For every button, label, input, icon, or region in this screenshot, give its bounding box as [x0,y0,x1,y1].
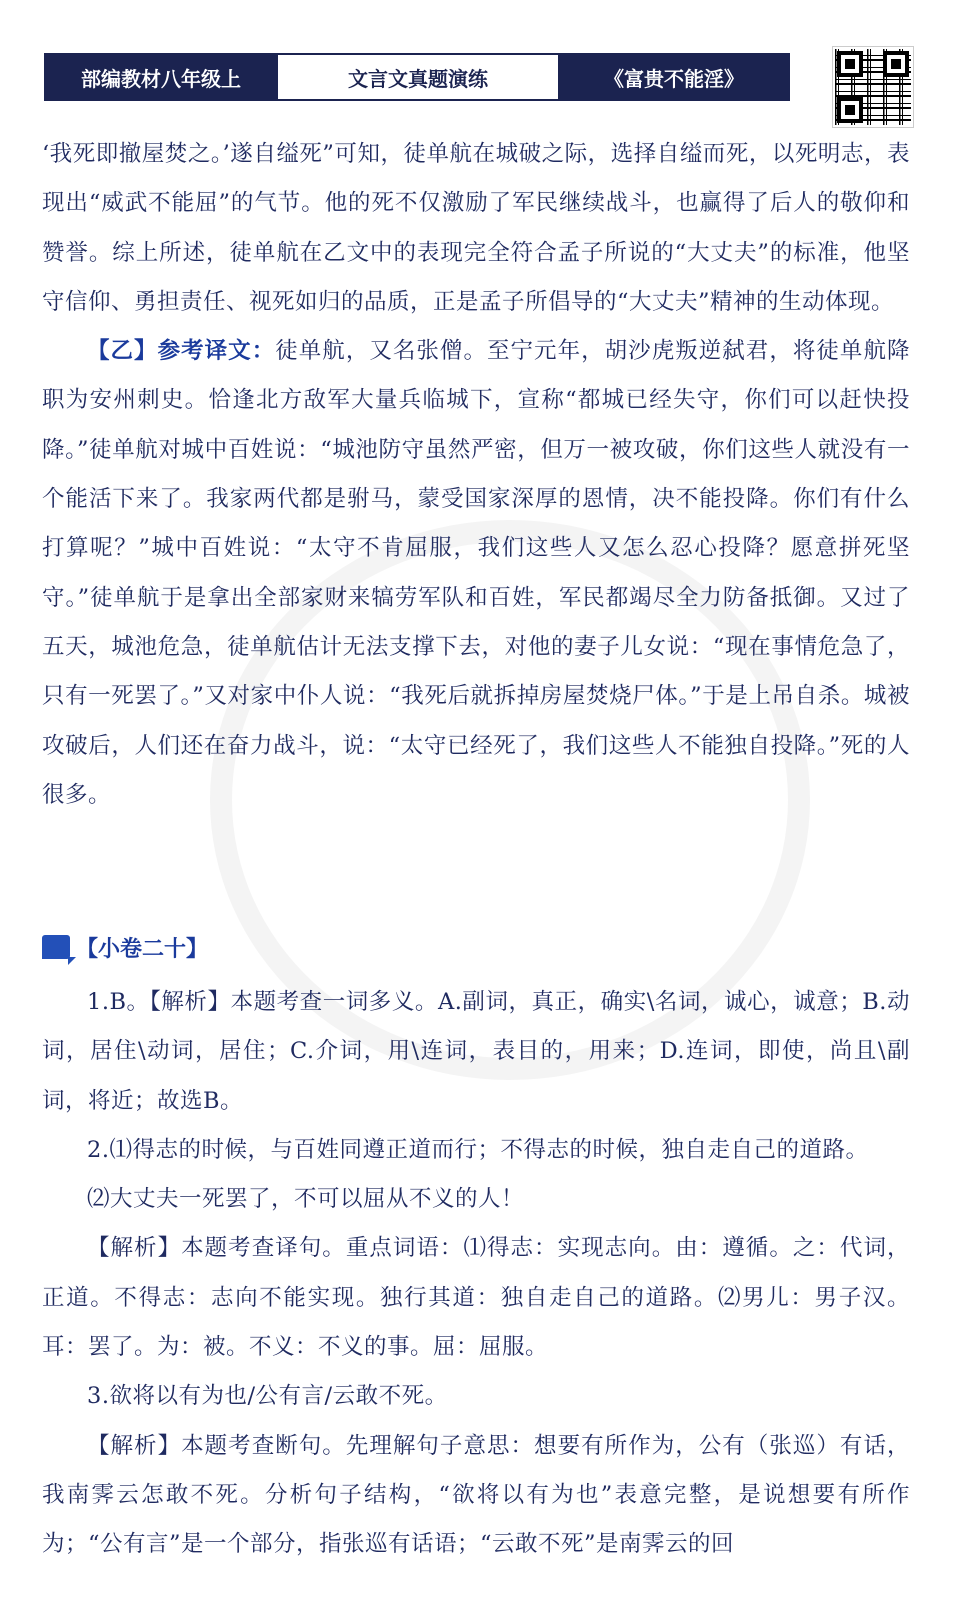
paragraph-translation [42,327,910,820]
header-article-title: 《富贵不能淫》 [560,55,788,99]
answer-item: 3.欲将以有为也/公有言/云敢不死。 [87,1383,448,1410]
paragraph-analysis-conclusion: ‘我死即撤屋焚之。’遂自缢死”可知，徒单航在城破之际，选择自缢而死，以死明志，表现出“威武不能屈”的气节。他的死不仅激励了军民继续战斗，也赢得了后人的敬仰和赞誉。综上所述，徒单航在乙文中的表现完全符合孟子所说的“大丈夫”的标准，他坚守信仰、勇担责任、视死如归的品质，正是孟子所倡导的“大丈夫”精神的生动体现。 [42,141,910,315]
header-section-label: 文言文真题演练 [276,55,560,99]
answer-item: 2.⑴得志的时候，与百姓同遵正道而行；不得志的时候，独自走自己的道路。 [87,1136,869,1163]
header-bar [44,53,790,101]
header-textbook-label: 部编教材八年级上 [46,55,276,99]
section-heading [42,925,208,969]
section-title: 【小卷二十】 [76,935,209,962]
main-content [42,130,910,820]
answers-content [42,978,910,1570]
answer-item: 【解析】本题考查译句。重点词语：⑴得志：实现志向。由：遵循。之：代词，正道。不得志：志向不能实现。独行其道：独自走自己的道路。⑵男儿：男子汉。耳：罢了。为：被。不义：不义的事。屈：屈服。 [42,1235,910,1361]
bookmark-flag-icon [42,935,70,959]
answer-item: ⑵大丈夫一死罢了，不可以屈从不义的人！ [87,1186,525,1213]
translation-label: 【乙】参考译文： [87,338,276,365]
qr-code-icon [833,47,913,127]
answer-item: 【解析】本题考查断句。先理解句子意思：想要有所作为，公有（张巡）有话，我南霁云怎敢不死。分析句子结构，“欲将以有为也”表意完整，是说想要有所作为；“公有言”是一个部分，指张巡有话语；“云敢不死”是南霁云的回 [42,1432,910,1558]
translation-text: 徒单航，又名张僧。至宁元年，胡沙虎叛逆弑君，将徒单航降职为安州刺史。恰逢北方敌军大量兵临城下，宣称“都城已经失守，你们可以赶快投降。”徒单航对城中百姓说：“城池防守虽然严密，但万一被攻破，你们这些人就没有一个能活下来了。我家两代都是驸马，蒙受国家深厚的恩情，决不能投降。你们有什么打算呢？”城中百姓说：“太守不肯屈服，我们这些人又怎么忍心投降？愿意拼死坚守。”徒单航于是拿出全部家财来犒劳军队和百姓，军民都竭尽全力防备抵御。又过了五天，城池危急，徒单航估计无法支撑下去，对他的妻子儿女说：“现在事情危急了，只有一死罢了。”又对家中仆人说：“我死后就拆掉房屋焚烧尸体。”于是上吊自杀。城被攻破后，人们还在奋力战斗，说：“太守已经死了，我们这些人不能独自投降。”死的人很多。 [42,338,910,808]
answer-item: 1.B。【解析】本题考查一词多义。A.副词，真正，确实\名词，诚心，诚意；B.动词，居住\动词，居住；C.介词，用\连词，表目的，用来；D.连词，即使，尚且\副词，将近；故选B。 [42,989,910,1114]
